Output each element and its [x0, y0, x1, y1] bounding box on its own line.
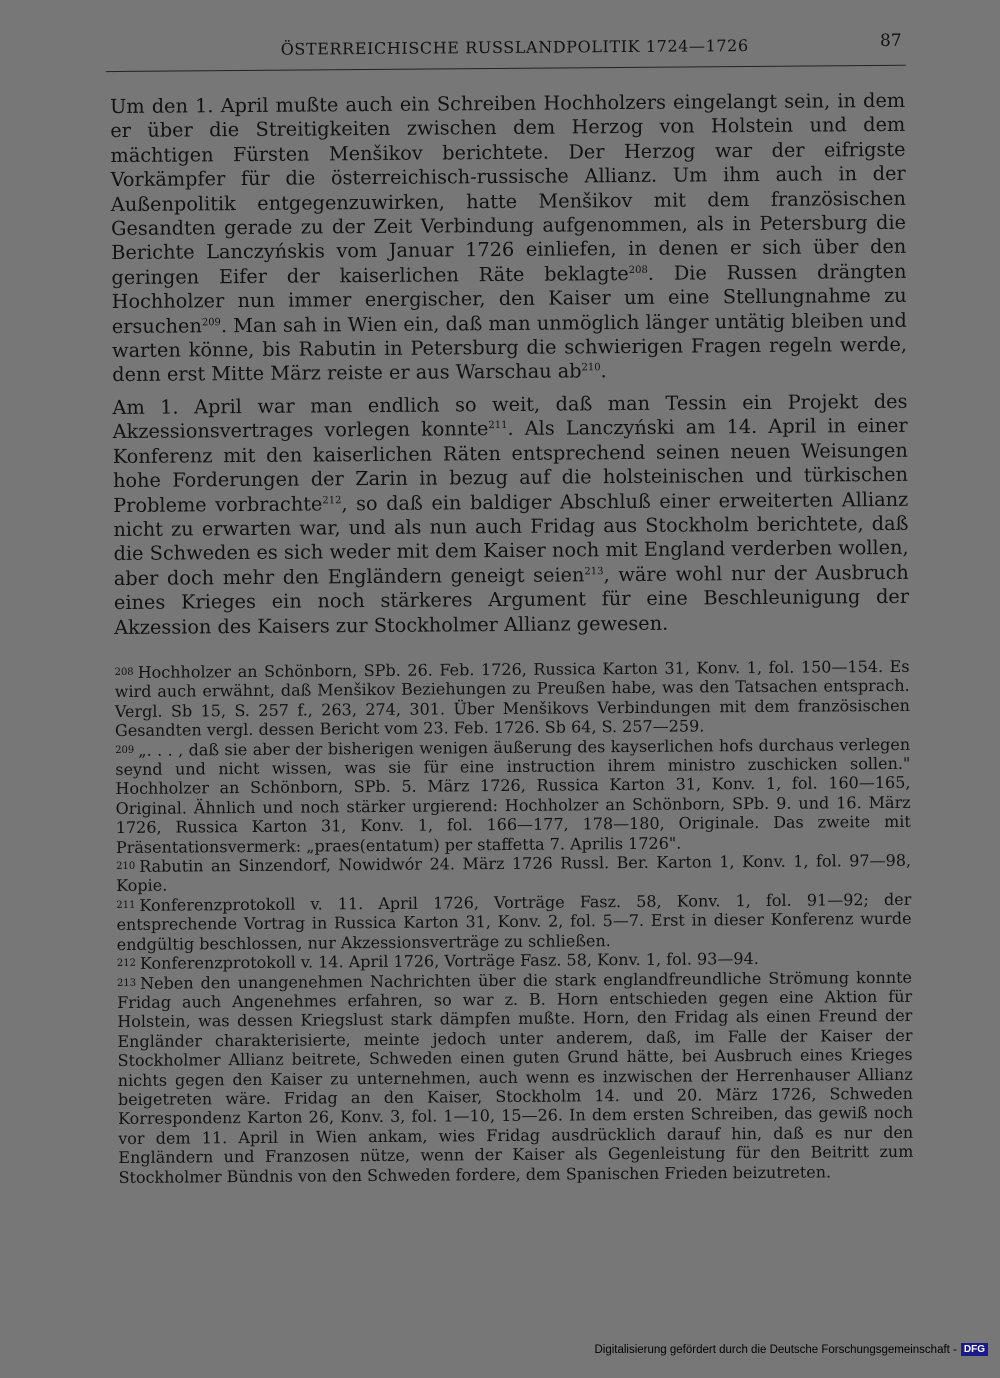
footnote-text: Konferenzprotokoll v. 14. April 1726, Vorträge Fasz. 58, Konv. 1, fol. 93—94. [139, 949, 759, 973]
footnote-number: 210 [116, 860, 136, 873]
footnote-number: 213 [116, 977, 137, 989]
footnote [117, 967, 914, 1187]
running-header [106, 31, 906, 72]
paragraph-text: Um den 1. April mußte auch ein Schreiben Hochholzers eingelangt sein, in dem er über die Streitigkeiten zwischen dem Herzog von Holstein und dem mächtigen Fürsten Menšikov berichtete. Der Herzog war der eifrigste Vorkämpfer für die österreichisch-russische Allianz. Um ihm auch in der Außenpolitik entgegenzuwirken, hatte Menšikov mit dem französischen Gesandten gerade zu der Zeit Verbindung aufgenommen, als in Petersburg die Berichte Lanczyńskis vom Januar 1726 einliefen, in denen er sich über den geringen Eifer der kaiserlichen Räte beklagte [110, 88, 907, 289]
footnote-number: 208 [114, 666, 134, 679]
paragraph-text: . Die Russen drängten Hochholzer nun immer energischer, den Kaiser um eine Stellungnahme zu ersuchen [111, 259, 907, 338]
digitization-note [594, 1343, 988, 1356]
dfg-logo: DFG [961, 1343, 988, 1356]
footnote [114, 657, 910, 741]
footnote-reference: 209 [201, 316, 221, 328]
footnote [115, 734, 911, 857]
footnote-reference: 210 [581, 362, 601, 374]
page-number: 87 [879, 30, 902, 51]
footnote-reference: 212 [322, 494, 342, 506]
footnote [116, 890, 911, 954]
footnote-number: 212 [116, 957, 136, 970]
footnote [116, 851, 911, 896]
paragraph-text: , so daß ein baldiger Abschluß einer erweiterten Allianz nicht zu erwarten war, und als nun auch Fridag aus Stockholm berichtete, daß die Schweden es sich weder mit dem Kaiser noch mit England verderben wollen, aber doch mehr den Engländern geneigt seien [113, 487, 909, 590]
footnote-text: Konferenzprotokoll v. 11. April 1726, Vorträge Fasz. 58, Konv. 1, fol. 91—92; der entsprechende Vortrag in Russica Karton 31, Konv. 2, fol. 5—7. Erst in dieser Konferenz wurde endgültig beschlossen, nur Akzessionsverträge zu schließen. [116, 889, 912, 954]
footnote-number: 209 [115, 744, 135, 756]
header-title: ÖSTERREICHISCHE RUSSLANDPOLITIK 1724—1726 [280, 36, 749, 59]
footnote-text: Neben den unangenehmen Nachrichten über die stark englandfreundliche Strömung konnte Fridag auch Angenehmes erfahren, so war z. B. Horn entschieden gegen eine Aktion für Holstein, was dessen Kriegslust stark dämpfen mußte. Horn, den Fridag als einen Freund der Engländer charakterisierte, meinte jedoch unter anderem, daß, im Falle der Kaiser der Stockholmer Allianz beitrete, Schweden einen guten Grund hätte, bei Ausbruch eines Krieges nichts gegen den Kaiser zu unternehmen, auch wenn es inzwischen der Herrenhauser Allianz beigetreten wäre. Fridag an den Kaiser, Stockholm 14. und 20. März 1726, Schweden Korrespondenz Karton 26, Konv. 3, fol. 1—10, 15—26. In dem ersten Schreiben, das gewiß noch vor dem 11. April in Wien ankam, wies Fridag ausdrücklich darauf hin, daß es nur den Engländern und Franzosen nütze, wenn der Kaiser als Gegenleistung für den Beitritt zum Stockholmer Bündnis von den Schweden fordere, dem Spanischen Frieden beizutreten. [117, 967, 914, 1187]
footnote-number: 211 [116, 899, 136, 911]
paragraph-text: . Man sah in Wien ein, daß man unmöglich länger untätig bleiben und warten könne, bis Rabutin in Petersburg die schwierigen Fragen regeln werde, denn erst Mitte März reiste er aus Warschau ab [111, 308, 908, 387]
body-text [110, 89, 909, 640]
paragraph-text: Am 1. April war man endlich so weit, daß man Tessin ein Projekt des Akzessionsvertrages vorlegen konnte [112, 389, 908, 444]
paragraph-text: . Als Lanczyński am 14. April in einer Konferenz mit den kaiserlichen Räten entsprechend seinen neuen Weisungen hohe Forderungen der Zarin in bezug auf die holsteinischen und türkischen Probleme vorbrachte [112, 414, 909, 517]
footnote-text: Rabutin an Sinzendorf, Nowidwór 24. März 1726 Russl. Ber. Karton 1, Konv. 1, fol. 97—98, Kopie. [116, 850, 912, 896]
paragraph-text: . [600, 359, 607, 383]
footnotes [114, 657, 913, 1187]
footnote-reference: 211 [488, 420, 508, 432]
paragraph-text: , wäre wohl nur der Ausbruch eines Krieges ein noch stärkeres Argument für eine Beschleunigung der Akzession des Kaisers zur Stockholmer Allianz gewesen. [113, 560, 910, 639]
footnote-reference: 208 [628, 264, 648, 276]
body-paragraph [112, 390, 909, 640]
body-paragraph [110, 89, 907, 388]
footnote-text: „. . . , daß sie aber der bisherigen wenigen äußerung des kayserlichen hofs durchaus verlegen seynd und nicht wissen, was sie für eine instruction ihrem ministro zuschicken sollen." Hochholzer an Schönborn, SPb. 5. März 1726, Russica Karton 31, Konv. 1, fol. 160—165, Original. Ähnlich und noch stärker urgierend: Hochholzer an Schönborn, SPb. 9. und 16. März 1726, Russica Karton 31, Konv. 1, fol. 166—177, 178—180, Originale. Das zweite mit Präsentationsvermerk: „praes(entatum) per staffetta 7. Aprilis 1726". [115, 734, 911, 857]
footnote-text: Hochholzer an Schönborn, SPb. 26. Feb. 1726, Russica Karton 31, Konv. 1, fol. 150—154. Es wird auch erwähnt, daß Menšikov Beziehungen zu Preußen habe, was den Tatsachen entsprach. Vergl. Sb 15, S. 257 f., 263, 274, 301. Über Menšikovs Verbindungen mit dem französischen Gesandten vergl. dessen Bericht vom 23. Feb. 1726. Sb 64, S. 257—259. [114, 656, 910, 741]
digitization-text: Digitalisierung gefördert durch die Deutsche Forschungsgemeinschaft - [594, 1343, 957, 1356]
footnote-reference: 213 [584, 565, 604, 578]
